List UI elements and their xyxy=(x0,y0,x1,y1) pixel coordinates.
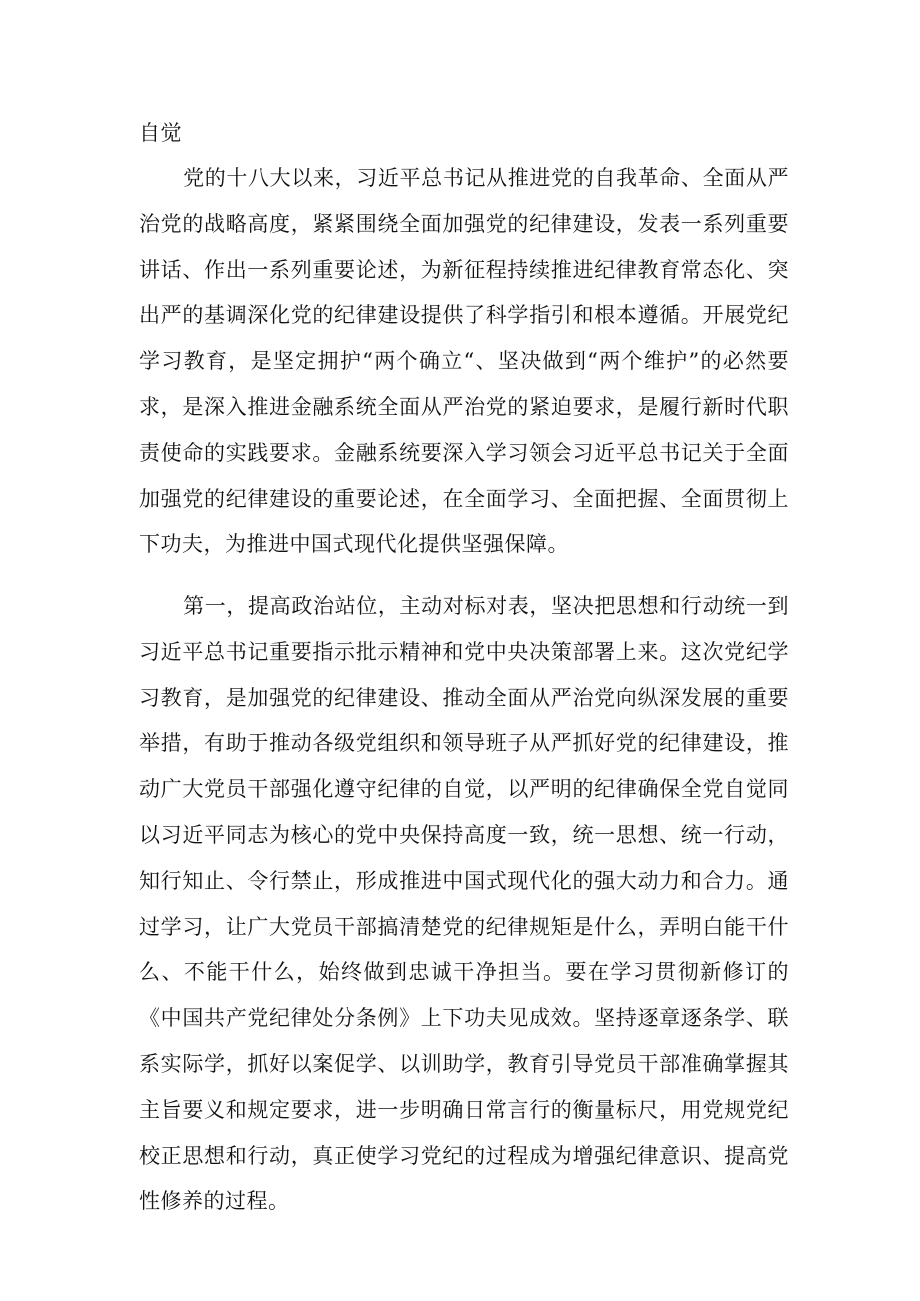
paragraph-1: 党的十八大以来，习近平总书记从推进党的自我革命、全面从严治党的战略高度，紧紧围绕全面加强党的纪律建设，发表一系列重要讲话、作出一系列重要论述，为新征程持续推进纪律教育常态化、突出严的基调深化党的纪律建设提供了科学指引和根本遵循。开展党纪学习教育，是坚定拥护“两个确立“、坚决做到“两个维护”的必然要求，是深入推进金融系统全面从严治党的紧迫要求，是履行新时代职责使命的实践要求。金融系统要深入学习领会习近平总书记关于全面加强党的纪律建设的重要论述，在全面学习、全面把握、全面贯彻上下功夫，为推进中国式现代化提供坚强保障。 xyxy=(139,166,789,557)
text-fragment: 自觉 xyxy=(139,121,182,145)
paragraph-2: 第一，提高政治站位，主动对标对表，坚决把思想和行动统一到习近平总书记重要指示批示精神和党中央决策部署上来。这次党纪学习教育，是加强党的纪律建设、推动全面从严治党向纵深发展的重要举措，有助于推动各级党组织和领导班子从严抓好党的纪律建设，推动广大党员干部强化遵守纪律的自觉，以严明的纪律确保全党自觉同以习近平同志为核心的党中央保持高度一致，统一思想、统一行动，知行知止、令行禁止，形成推进中国式现代化的强大动力和合力。通过学习，让广大党员干部搞清楚党的纪律规矩是什么，弄明白能干什么、不能干什么，始终做到忠诚干净担当。要在学习贯彻新修订的《中国共产党纪律处分条例》上下功夫见成效。坚持逐章逐条学、联系实际学，抓好以案促学、以训助学，教育引导党员干部准确掌握其主旨要义和规定要求，进一步明确日常言行的衡量标尺，用党规党纪校正思想和行动，真正使学习党纪的过程成为增强纪律意识、提高党性修养的过程。 xyxy=(139,594,789,1214)
